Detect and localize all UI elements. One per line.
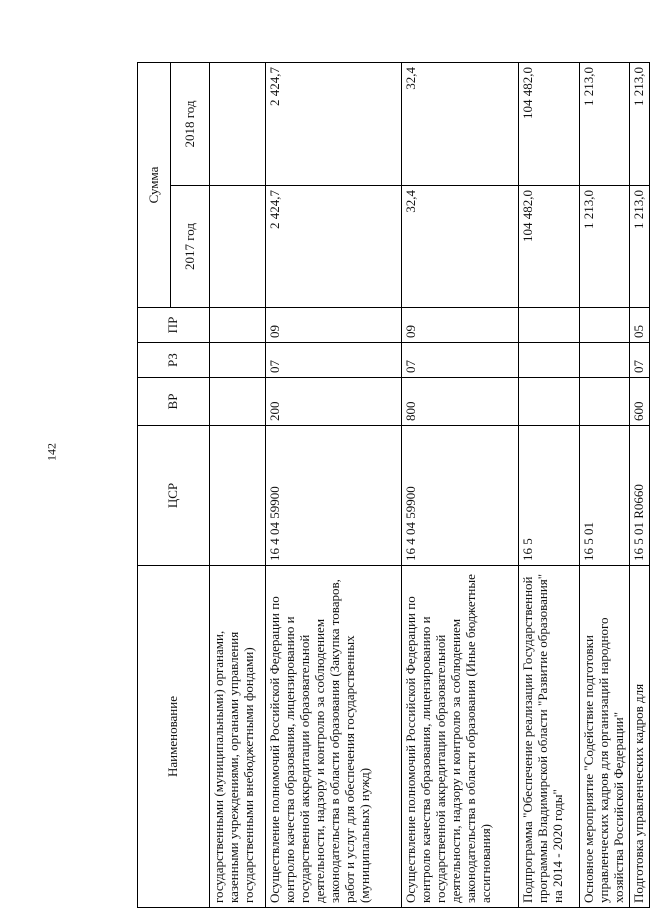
- row-sum-2017: 104 482,0: [519, 186, 580, 308]
- page-number: 142: [44, 443, 59, 461]
- table-row: [519, 63, 580, 908]
- row-name: Подготовка управленческих кадров для: [629, 566, 649, 908]
- row-name: Подпрограмма "Обеспечение реализации Государственной программы Владимирской области "Развитие образования" на 2014 - 2020 годы": [519, 566, 580, 908]
- row-sum-2017: 1 213,0: [629, 186, 649, 308]
- row-pr: 09: [402, 308, 519, 343]
- row-csr: [210, 426, 266, 566]
- row-rz: 07: [629, 343, 649, 378]
- row-rz: 07: [266, 343, 402, 378]
- row-pr: [519, 308, 580, 343]
- rotated-page-content: [137, 63, 646, 908]
- row-name: Осуществление полномочий Российской Федерации по контролю качества образования, лицензированию и государственной аккредитации образовательной деятельности, надзору и контролю за соблюдением законодательства в области образования (Иные бюджетные ассигнования): [402, 566, 519, 908]
- row-name: государственными (муниципальными) органами, казенными учреждениями, органами управления государственными внебюджетными фондами): [210, 566, 266, 908]
- row-pr: 09: [266, 308, 402, 343]
- row-vr: [210, 378, 266, 426]
- row-vr: 800: [402, 378, 519, 426]
- row-csr: 16 5 01: [580, 426, 630, 566]
- row-sum-2017: 32,4: [402, 186, 519, 308]
- row-sum-2018: 2 424,7: [266, 63, 402, 186]
- row-rz: [580, 343, 630, 378]
- table-row: [402, 63, 519, 908]
- table-row: [580, 63, 630, 908]
- row-vr: 600: [629, 378, 649, 426]
- header-year-2017: 2017 год: [171, 186, 210, 308]
- table-row: [210, 63, 266, 908]
- header-name: Наименование: [138, 566, 210, 908]
- header-csr: ЦСР: [138, 426, 210, 566]
- table-row: [629, 63, 649, 908]
- row-sum-2018: [210, 63, 266, 186]
- row-csr: 16 5: [519, 426, 580, 566]
- row-sum-2017: 1 213,0: [580, 186, 630, 308]
- row-name: Осуществление полномочий Российской Федерации по контролю качества образования, лицензированию и государственной аккредитации образовательной деятельности, надзору и контролю за соблюдением законодательства в области образования (Закупка товаров, работ и услуг для обеспечения государственных (муниципальных) нужд): [266, 566, 402, 908]
- row-sum-2017: [210, 186, 266, 308]
- row-sum-2018: 1 213,0: [629, 63, 649, 186]
- row-vr: [519, 378, 580, 426]
- header-vr: ВР: [138, 378, 210, 426]
- row-pr: 05: [629, 308, 649, 343]
- row-rz: [519, 343, 580, 378]
- budget-table: [137, 62, 650, 908]
- row-vr: 200: [266, 378, 402, 426]
- row-csr: 16 5 01 R0660: [629, 426, 649, 566]
- row-name: Основное мероприятие "Содействие подготовки управленческих кадров для организаций народного хозяйства Российской Федерации": [580, 566, 630, 908]
- row-rz: 07: [402, 343, 519, 378]
- row-pr: [210, 308, 266, 343]
- header-pr: ПР: [138, 308, 210, 343]
- row-sum-2018: 32,4: [402, 63, 519, 186]
- header-sum: Сумма: [138, 63, 171, 308]
- row-csr: 16 4 04 59900: [266, 426, 402, 566]
- row-sum-2017: 2 424,7: [266, 186, 402, 308]
- row-vr: [580, 378, 630, 426]
- header-year-2018: 2018 год: [171, 63, 210, 186]
- row-rz: [210, 343, 266, 378]
- row-pr: [580, 308, 630, 343]
- table-row: [266, 63, 402, 908]
- row-csr: 16 4 04 59900: [402, 426, 519, 566]
- row-sum-2018: 104 482,0: [519, 63, 580, 186]
- row-sum-2018: 1 213,0: [580, 63, 630, 186]
- header-rz: РЗ: [138, 343, 210, 378]
